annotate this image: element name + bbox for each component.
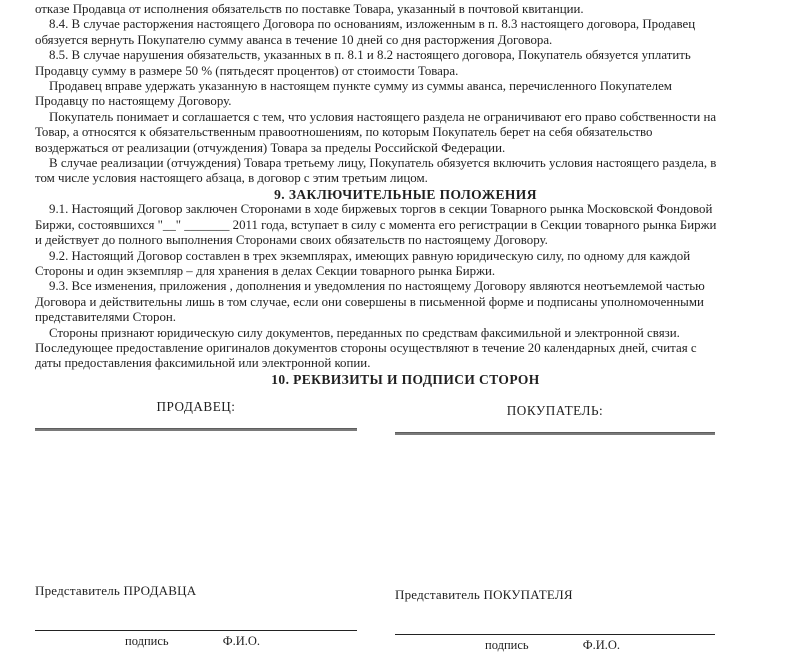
text-line: Товар, а относятся к обязательственным правоотношениям, по которым Покупатель берет на себя обязательство bbox=[35, 125, 653, 140]
buyer-name-line bbox=[395, 432, 715, 435]
section-heading-9 bbox=[35, 187, 776, 202]
buyer-title: ПОКУПАТЕЛЬ: bbox=[506, 403, 604, 419]
text-line: представителями Сторон. bbox=[35, 310, 177, 325]
text-line: обязуется вернуть Покупателю сумму аванса в течение 10 дней со дня расторжения Договора. bbox=[35, 32, 553, 47]
paragraph-8-5 bbox=[35, 48, 776, 79]
paragraph-seller-withhold bbox=[35, 79, 776, 110]
paragraph-8-4 bbox=[35, 17, 776, 48]
section-heading-text: 9. ЗАКЛЮЧИТЕЛЬНЫЕ ПОЛОЖЕНИЯ bbox=[274, 186, 537, 202]
text-line: 9.1. Настоящий Договор заключен Сторонами в ходе биржевых торгов в секции Товарного рынка Московской Фондовой bbox=[49, 202, 713, 217]
text-line: 9.3. Все изменения, приложения , дополнения и уведомления по настоящему Договору являются неотъемлемой частью bbox=[49, 279, 705, 294]
text-line: Продавцу по настоящему Договору. bbox=[35, 94, 232, 109]
paragraph-fax-copies bbox=[35, 326, 776, 372]
seller-sign-caption: подпись bbox=[125, 634, 169, 649]
seller-name-caption: Ф.И.О. bbox=[222, 634, 261, 649]
paragraph-buyer-understands bbox=[35, 110, 776, 156]
paragraph-9-1 bbox=[35, 202, 776, 248]
section-heading-10 bbox=[35, 372, 776, 387]
buyer-representative-label: Представитель ПОКУПАТЕЛЯ bbox=[395, 587, 573, 603]
buyer-signature-captions bbox=[395, 638, 715, 653]
text-line: 9.2. Настоящий Договор составлен в трех экземплярах, имеющих равную юридическую силу, по одному для каждой bbox=[49, 248, 691, 263]
seller-title: ПРОДАВЕЦ: bbox=[156, 399, 236, 415]
text-line: Стороны признают юридическую силу документов, переданных по средствам факсимильной и электронной связи. bbox=[49, 325, 680, 340]
text-line: Продавцу сумму в размере 50 % (пятьдесят процентов) от стоимости Товара. bbox=[35, 63, 459, 78]
text-line: Стороны и один экземпляр – для хранения в делах Секции товарного рынка Биржи. bbox=[35, 263, 496, 278]
buyer-name-caption: Ф.И.О. bbox=[582, 638, 621, 653]
signatures-section bbox=[35, 399, 776, 653]
text-line: Последующее предоставление оригиналов документов стороны осуществляют в течение 20 календарных дней, считая с bbox=[35, 340, 697, 355]
text-line: воздержаться от реализации (отчуждения) Товара за пределы Российской Федерации. bbox=[35, 140, 506, 155]
text-line: В случае реализации (отчуждения) Товара третьему лицу, Покупатель обязуется включить условия настоящего раздела, в bbox=[49, 156, 717, 171]
contract-body-text bbox=[35, 2, 776, 387]
text-line: Биржи, состоявшихся "__" _______ 2011 года, вступает в силу с момента его регистрации в Секции товарного рынка Биржи bbox=[35, 217, 717, 232]
paragraph-third-party bbox=[35, 156, 776, 187]
seller-signature-line bbox=[35, 630, 357, 631]
text-line: 8.5. В случае нарушения обязательств, указанных в п. 8.1 и 8.2 настоящего договора, Покупатель обязуется уплатить bbox=[49, 48, 691, 63]
paragraph-9-2 bbox=[35, 249, 776, 280]
seller-signature-block bbox=[35, 399, 357, 649]
text-line: Договора и действительны лишь в том случае, если они совершены в письменной форме и подписаны уполномоченными bbox=[35, 294, 704, 309]
text-line: отказе Продавца от исполнения обязательств по поставке Товара, указанный в почтовой квитанции. bbox=[35, 2, 584, 16]
buyer-signature-block bbox=[395, 403, 715, 653]
paragraph-carryover bbox=[35, 2, 776, 17]
text-line: даты предоставления факсимильной или электронной копии. bbox=[35, 356, 371, 371]
text-line: и действует до полного выполнения Сторонами своих обязательств по настоящему Договору. bbox=[35, 233, 548, 248]
seller-name-line bbox=[35, 428, 357, 431]
paragraph-9-3 bbox=[35, 279, 776, 325]
text-line: Продавец вправе удержать указанную в настоящем пункте сумму из суммы аванса, перечисленного Покупателем bbox=[49, 79, 672, 94]
section-heading-text: 10. РЕКВИЗИТЫ И ПОДПИСИ СТОРОН bbox=[271, 371, 540, 387]
seller-signature-captions bbox=[35, 634, 357, 649]
seller-representative-label: Представитель ПРОДАВЦА bbox=[35, 583, 197, 599]
text-line: Покупатель понимает и соглашается с тем, что условия настоящего раздела не ограничивают его право собственности на bbox=[49, 109, 717, 124]
text-line: 8.4. В случае расторжения настоящего Договора по основаниям, изложенным в п. 8.3 настоящего договора, Продавец bbox=[49, 17, 696, 32]
buyer-sign-caption: подпись bbox=[485, 638, 529, 653]
text-line: том числе условия настоящего абзаца, в договор с этим третьим лицом. bbox=[35, 171, 428, 186]
buyer-signature-line bbox=[395, 634, 715, 635]
